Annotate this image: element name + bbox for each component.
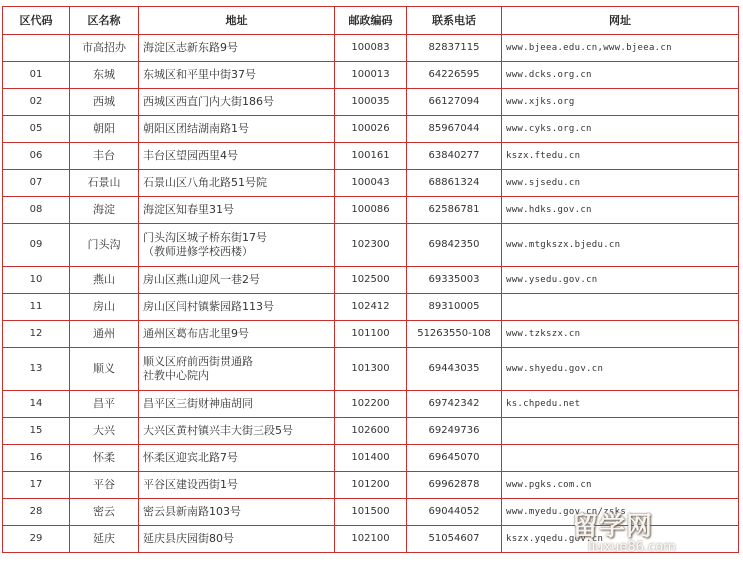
district-name: 房山 [70, 294, 139, 321]
table-row [3, 418, 739, 445]
district-name: 延庆 [70, 526, 139, 553]
website-link[interactable]: www.tzkszx.cn [502, 321, 739, 348]
address-line: 密云县新南路103号 [143, 505, 241, 518]
postal-code: 100161 [335, 143, 407, 170]
postal-code: 101300 [335, 348, 407, 391]
district-name: 顺义 [70, 348, 139, 391]
website-link[interactable]: ks.chpedu.net [502, 391, 739, 418]
table-row [3, 499, 739, 526]
postal-code: 101400 [335, 445, 407, 472]
district-name: 西城 [70, 89, 139, 116]
address-line: 大兴区黄村镇兴丰大街三段5号 [143, 424, 293, 437]
postal-code: 102600 [335, 418, 407, 445]
district-code [3, 35, 70, 62]
address-line: 西城区西直门内大街186号 [143, 95, 274, 108]
header-district-code: 区代码 [3, 7, 70, 35]
table-row [3, 294, 739, 321]
district-name: 通州 [70, 321, 139, 348]
postal-code: 101500 [335, 499, 407, 526]
address-line: 石景山区八角北路51号院 [143, 176, 267, 189]
address-line: 丰台区望园西里4号 [143, 149, 238, 162]
district-code: 14 [3, 391, 70, 418]
address [139, 143, 335, 170]
district-code: 10 [3, 267, 70, 294]
table-row [3, 143, 739, 170]
table-body [3, 35, 739, 553]
phone-number: 69962878 [407, 472, 502, 499]
district-code: 29 [3, 526, 70, 553]
table-row [3, 321, 739, 348]
district-code: 12 [3, 321, 70, 348]
phone-number: 69742342 [407, 391, 502, 418]
district-code: 07 [3, 170, 70, 197]
watermark-url: liuxue86.com [588, 540, 676, 555]
address-line: 房山区闫村镇紫园路113号 [143, 300, 274, 313]
address-line: （教师进修学校西楼） [143, 245, 253, 258]
phone-number: 82837115 [407, 35, 502, 62]
website-link[interactable]: www.shyedu.gov.cn [502, 348, 739, 391]
district-code: 15 [3, 418, 70, 445]
header-address: 地址 [139, 7, 335, 35]
address [139, 170, 335, 197]
district-name: 密云 [70, 499, 139, 526]
postal-code: 101100 [335, 321, 407, 348]
district-code: 08 [3, 197, 70, 224]
header-website: 网址 [502, 7, 739, 35]
table-row [3, 391, 739, 418]
website-link[interactable]: www.ysedu.gov.cn [502, 267, 739, 294]
address-line: 海淀区志新东路9号 [143, 41, 238, 54]
district-code: 09 [3, 224, 70, 267]
district-code: 01 [3, 62, 70, 89]
website-link[interactable]: www.dcks.org.cn [502, 62, 739, 89]
district-name: 怀柔 [70, 445, 139, 472]
phone-number: 66127094 [407, 89, 502, 116]
district-code: 16 [3, 445, 70, 472]
district-name: 石景山 [70, 170, 139, 197]
address [139, 418, 335, 445]
website-link[interactable]: www.xjks.org [502, 89, 739, 116]
district-code: 13 [3, 348, 70, 391]
district-name: 门头沟 [70, 224, 139, 267]
website-link[interactable]: www.myedu.gov.cn/zsks [502, 499, 739, 526]
website-link [502, 418, 739, 445]
phone-number: 69645070 [407, 445, 502, 472]
address-line: 平谷区建设西街1号 [143, 478, 238, 491]
address [139, 526, 335, 553]
postal-code: 102200 [335, 391, 407, 418]
website-link[interactable]: www.sjsedu.cn [502, 170, 739, 197]
address-line: 通州区葛布店北里9号 [143, 327, 249, 340]
district-name: 丰台 [70, 143, 139, 170]
website-link[interactable]: www.mtgkszx.bjedu.cn [502, 224, 739, 267]
postal-code: 100035 [335, 89, 407, 116]
address [139, 321, 335, 348]
table-row [3, 62, 739, 89]
address [139, 89, 335, 116]
header-district-name: 区名称 [70, 7, 139, 35]
header-row [3, 7, 739, 35]
postal-code: 102500 [335, 267, 407, 294]
district-name: 朝阳 [70, 116, 139, 143]
phone-number: 64226595 [407, 62, 502, 89]
website-link[interactable]: www.cyks.org.cn [502, 116, 739, 143]
phone-number: 51054607 [407, 526, 502, 553]
address [139, 62, 335, 89]
address-line: 顺义区府前西街贯通路 [143, 355, 253, 368]
website-link[interactable]: kszx.ftedu.cn [502, 143, 739, 170]
address [139, 197, 335, 224]
phone-number: 85967044 [407, 116, 502, 143]
address-line: 延庆县庆园街80号 [143, 532, 234, 545]
website-link[interactable]: www.pgks.com.cn [502, 472, 739, 499]
address [139, 348, 335, 391]
district-exam-office-table [2, 6, 739, 553]
phone-number: 69443035 [407, 348, 502, 391]
district-name: 东城 [70, 62, 139, 89]
district-code: 17 [3, 472, 70, 499]
address [139, 445, 335, 472]
address [139, 116, 335, 143]
phone-number: 63840277 [407, 143, 502, 170]
address [139, 294, 335, 321]
address [139, 499, 335, 526]
table-row [3, 526, 739, 553]
address-line: 昌平区三街财神庙胡同 [143, 397, 253, 410]
address-line: 社教中心院内 [143, 369, 209, 382]
postal-code: 100043 [335, 170, 407, 197]
postal-code: 100083 [335, 35, 407, 62]
district-name: 大兴 [70, 418, 139, 445]
address-line: 怀柔区迎宾北路7号 [143, 451, 238, 464]
postal-code: 102100 [335, 526, 407, 553]
district-name: 平谷 [70, 472, 139, 499]
website-link[interactable]: www.bjeea.edu.cn,www.bjeea.cn [502, 35, 739, 62]
address-line: 东城区和平里中街37号 [143, 68, 256, 81]
district-code: 02 [3, 89, 70, 116]
address [139, 224, 335, 267]
phone-number: 69335003 [407, 267, 502, 294]
district-name: 燕山 [70, 267, 139, 294]
address-line: 海淀区知春里31号 [143, 203, 234, 216]
district-code: 05 [3, 116, 70, 143]
address [139, 267, 335, 294]
website-link [502, 445, 739, 472]
watermark-brand: 留学网 [572, 512, 654, 542]
table-row [3, 35, 739, 62]
phone-number: 69842350 [407, 224, 502, 267]
phone-number: 62586781 [407, 197, 502, 224]
district-name: 昌平 [70, 391, 139, 418]
phone-number: 51263550-108 [407, 321, 502, 348]
address [139, 472, 335, 499]
website-link[interactable]: www.hdks.gov.cn [502, 197, 739, 224]
table-row [3, 224, 739, 267]
district-name: 海淀 [70, 197, 139, 224]
address-line: 门头沟区城子桥东街17号 [143, 231, 267, 244]
header-phone: 联系电话 [407, 7, 502, 35]
district-code: 11 [3, 294, 70, 321]
postal-code: 102412 [335, 294, 407, 321]
phone-number: 68861324 [407, 170, 502, 197]
table-row [3, 170, 739, 197]
table-row [3, 348, 739, 391]
table-row [3, 267, 739, 294]
header-postal-code: 邮政编码 [335, 7, 407, 35]
address [139, 391, 335, 418]
address-line: 朝阳区团结湖南路1号 [143, 122, 249, 135]
district-code: 28 [3, 499, 70, 526]
table-row [3, 197, 739, 224]
district-name: 市高招办 [70, 35, 139, 62]
address [139, 35, 335, 62]
postal-code: 100013 [335, 62, 407, 89]
postal-code: 102300 [335, 224, 407, 267]
phone-number: 89310005 [407, 294, 502, 321]
district-code: 06 [3, 143, 70, 170]
website-link [502, 294, 739, 321]
table-row [3, 89, 739, 116]
table-row [3, 472, 739, 499]
postal-code: 100086 [335, 197, 407, 224]
postal-code: 100026 [335, 116, 407, 143]
postal-code: 101200 [335, 472, 407, 499]
table-row [3, 445, 739, 472]
address-line: 房山区燕山迎风一巷2号 [143, 273, 260, 286]
website-link[interactable]: kszx.yqedu.gov.cn [502, 526, 739, 553]
phone-number: 69044052 [407, 499, 502, 526]
phone-number: 69249736 [407, 418, 502, 445]
table-row [3, 116, 739, 143]
